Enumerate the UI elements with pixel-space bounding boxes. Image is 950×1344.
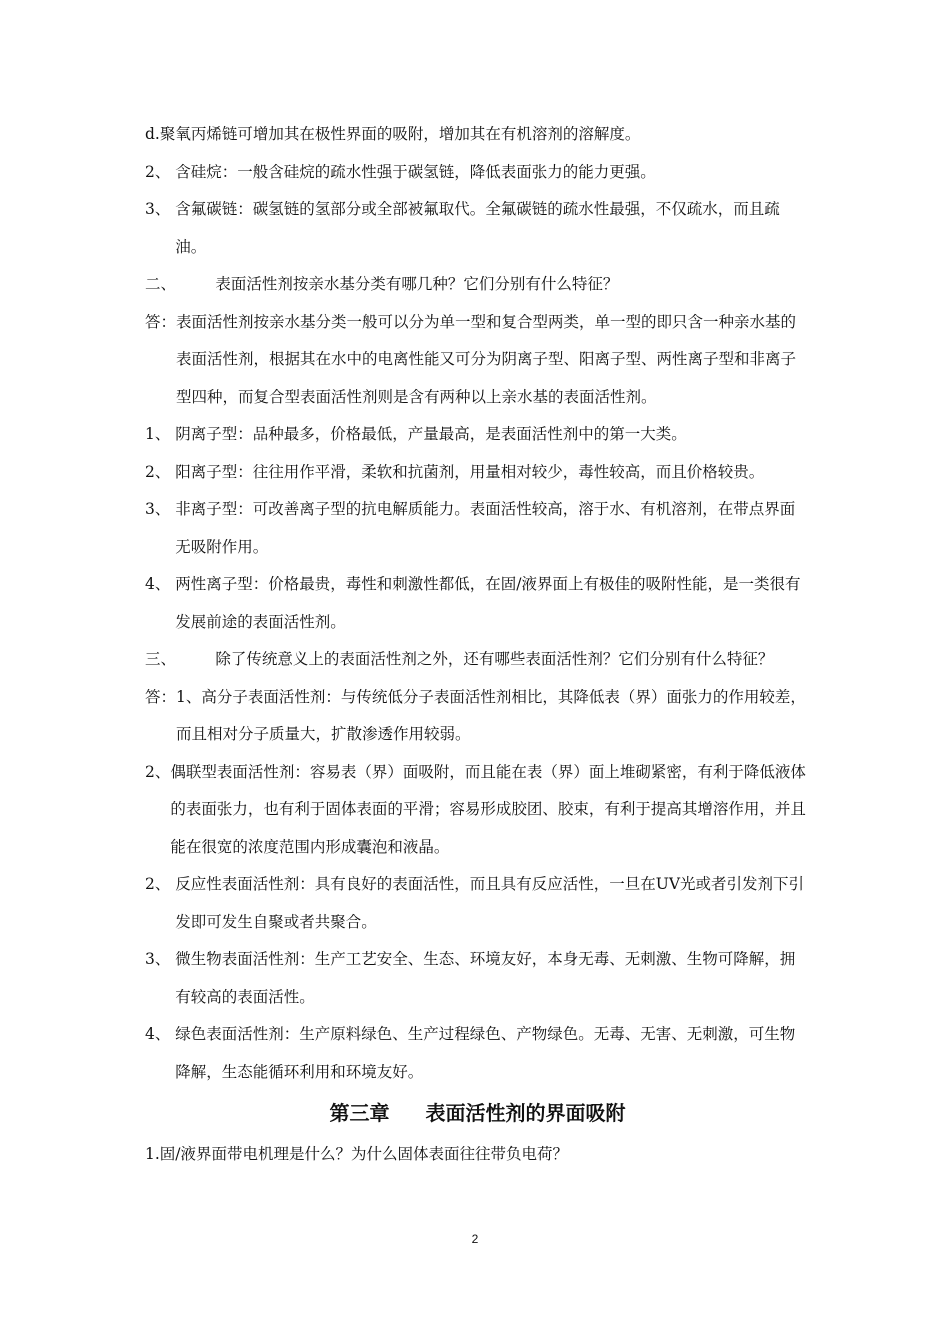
list-text: 阴离子型：品种最多，价格最低，产量最高，是表面活性剂中的第一大类。 — [175, 425, 687, 443]
answer-3 — [145, 679, 810, 754]
list-marker: 3、 — [145, 200, 176, 218]
question-2 — [145, 266, 810, 304]
list-item-fluorocarbon — [145, 191, 810, 266]
answer-marker: 答： — [145, 687, 177, 706]
list-text: 非离子型：可改善离子型的抗电解质能力。表面活性较高，溶于水、有机溶剂，在带点界面无吸附作用。 — [175, 500, 796, 556]
list-text: 两性离子型：价格最贵，毒性和刺激性都低，在固/液界面上有极佳的吸附性能，是一类很有发展前途的表面活性剂。 — [175, 575, 801, 631]
answer-2 — [145, 304, 810, 417]
list-marker: 2、 — [145, 875, 176, 893]
list-item-anionic — [145, 416, 810, 454]
list-item-zwitterionic — [145, 566, 810, 641]
list-item-silane — [145, 154, 810, 192]
list-text: 含氟碳链：碳氢链的氢部分或全部被氟取代。全氟碳链的疏水性最强，不仅疏水，而且疏油。 — [175, 200, 780, 256]
list-marker: 1、 — [145, 425, 176, 443]
list-marker: 3、 — [145, 950, 176, 968]
list-text: 偶联型表面活性剂：容易表（界）面吸附，而且能在表（界）面上堆砌紧密，有利于降低液体的表面张力，也有利于固体表面的平滑；容易形成胶团、胶束，有利于提高其增溶作用，并且能在很宽的浓度范围内形成囊泡和液晶。 — [170, 762, 806, 856]
list-marker: 2、 — [145, 762, 171, 781]
page-content — [145, 116, 810, 1174]
list-item-nonionic — [145, 491, 810, 566]
question-3 — [145, 641, 810, 679]
list-marker: 2、 — [145, 162, 176, 181]
list-marker: 3、 — [145, 500, 176, 518]
answer-text: 表面活性剂按亲水基分类一般可以分为单一型和复合型两类，单一型的即只含一种亲水基的表面活性剂，根据其在水中的电离性能又可分为阴离子型、阳离子型、两性离子型和非离子型四种，而复合型表面活性剂则是含有两种以上亲水基的表面活性剂。 — [176, 312, 797, 406]
list-item-green — [145, 1016, 810, 1091]
page-number: 2 — [471, 1232, 479, 1246]
list-item-reactive — [145, 866, 810, 941]
list-item-biosurfactant — [145, 941, 810, 1016]
list-text: 反应性表面活性剂：具有良好的表面活性，而且具有反应活性，一旦在UV光或者引发剂下引发即可发生自聚或者共聚合。 — [175, 875, 805, 931]
chapter-heading — [145, 1091, 810, 1136]
question-text: 除了传统意义上的表面活性剂之外，还有哪些表面活性剂？它们分别有什么特征？ — [215, 650, 774, 668]
list-item-gemini — [145, 754, 810, 867]
chapter-title: 表面活性剂的界面吸附 — [425, 1101, 626, 1125]
list-text: 含硅烷：一般含硅烷的疏水性强于碳氢链，降低表面张力的能力更强。 — [175, 162, 656, 181]
list-item-cationic — [145, 454, 810, 492]
list-text: 绿色表面活性剂：生产原料绿色、生产过程绿色、产物绿色。无毒、无害、无刺激，可生物降解，生态能循环利用和环境友好。 — [175, 1025, 796, 1081]
question-marker: 二、 — [145, 275, 216, 293]
list-marker: 4、 — [145, 575, 176, 593]
list-text: 阳离子型：往往用作平滑，柔软和抗菌剂，用量相对较少，毒性较高，而且价格较贵。 — [175, 462, 765, 481]
line-d: d.聚氧丙烯链可增加其在极性界面的吸附，增加其在有机溶剂的溶解度。 — [145, 125, 641, 143]
list-text: 微生物表面活性剂：生产工艺安全、生态、环境友好，本身无毒、无刺激、生物可降解，拥有较高的表面活性。 — [175, 950, 796, 1006]
chapter-question-1: 1.固/液界面带电机理是什么？为什么固体表面往往带负电荷？ — [145, 1145, 569, 1163]
answer-marker: 答： — [145, 312, 177, 331]
question-text: 表面活性剂按亲水基分类有哪几种？它们分别有什么特征？ — [215, 275, 619, 293]
list-marker: 2、 — [145, 462, 176, 481]
list-marker: 4、 — [145, 1025, 176, 1043]
answer-text: 1、高分子表面活性剂：与传统低分子表面活性剂相比，其降低表（界）面张力的作用较差，而且相对分子质量大，扩散渗透作用较弱。 — [176, 687, 806, 743]
chapter-number: 第三章 — [329, 1101, 390, 1125]
question-marker: 三、 — [145, 650, 216, 668]
